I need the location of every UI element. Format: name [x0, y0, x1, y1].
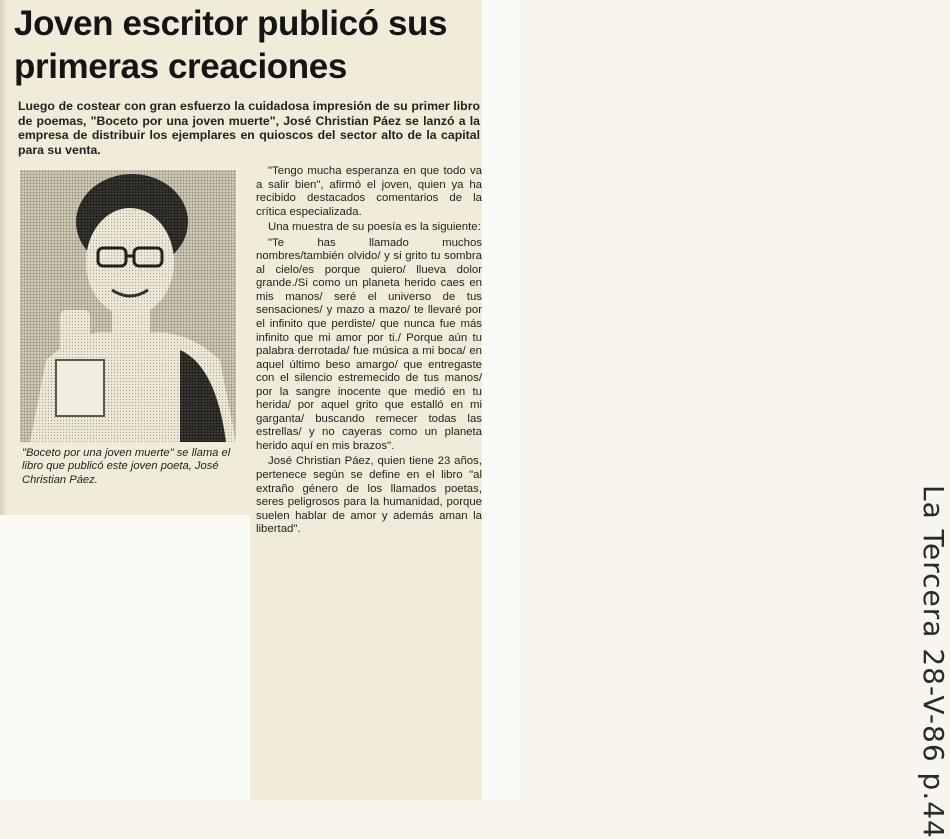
article-body — [256, 165, 482, 539]
lead-paragraph: Luego de costear con gran esfuerzo la cuidadosa impresión de su primer libro de poemas, "Boceto por una joven muerte", José Christian Páez se lanzó a la empresa de distribuir los ejemplares en quioscos del sector alto de la capital para su venta. — [18, 99, 480, 157]
body-paragraph: "Tengo mucha esperanza en que todo va a salir bien", afirmó el joven, quien ya ha recibido destacados comentarios de la crítica especializada. — [256, 165, 482, 218]
blank-area — [0, 515, 250, 800]
photo-caption: "Boceto por una joven muerte" se llama el libro que publicó este joven poeta, José Christian Páez. — [22, 447, 231, 486]
handwritten-text: La Tercera 28-V-86 p.44 — [917, 485, 950, 839]
body-paragraph: Una muestra de su poesía es la siguiente: — [268, 221, 481, 234]
body-paragraph: José Christian Páez, quien tiene 23 años, pertenece según se define en el libro "al extraño género de los llamados poetas, seres peligrosos para la humanidad, porque suelen hablar de amor y además aman la libertad". — [256, 455, 482, 536]
handwritten-annotation — [484, 235, 950, 839]
author-photo — [20, 170, 236, 442]
headline: Joven escritor publicó sus primeras creaciones — [14, 4, 448, 86]
poem-excerpt: "Te has llamado muchos nombres/también olvido/ y si grito tu sombra al cielo/es porque quiero/ llueva dolor grande./Si como un planeta herido caes en mis manos/ seré el universo de tus sensaciones/ y mazo a mazo/ te llevaré por el infinito que perdiste/ que nunca fue más infinito que mi amor por ti./ Porque aún tu palabra derrotada/ fue música a mi boca/ en aquel último beso amargo/ que entregaste con el silencio estremecido de tus manos/ por la sangre inocente que medió en tu herida/ por aquel grito que estalló en mi garganta/ buscando remecer todas las estrellas/ y no cayeras como un planeta herido aquí en mis brazos". — [256, 236, 482, 452]
clipping-edge-shadow — [0, 0, 8, 560]
